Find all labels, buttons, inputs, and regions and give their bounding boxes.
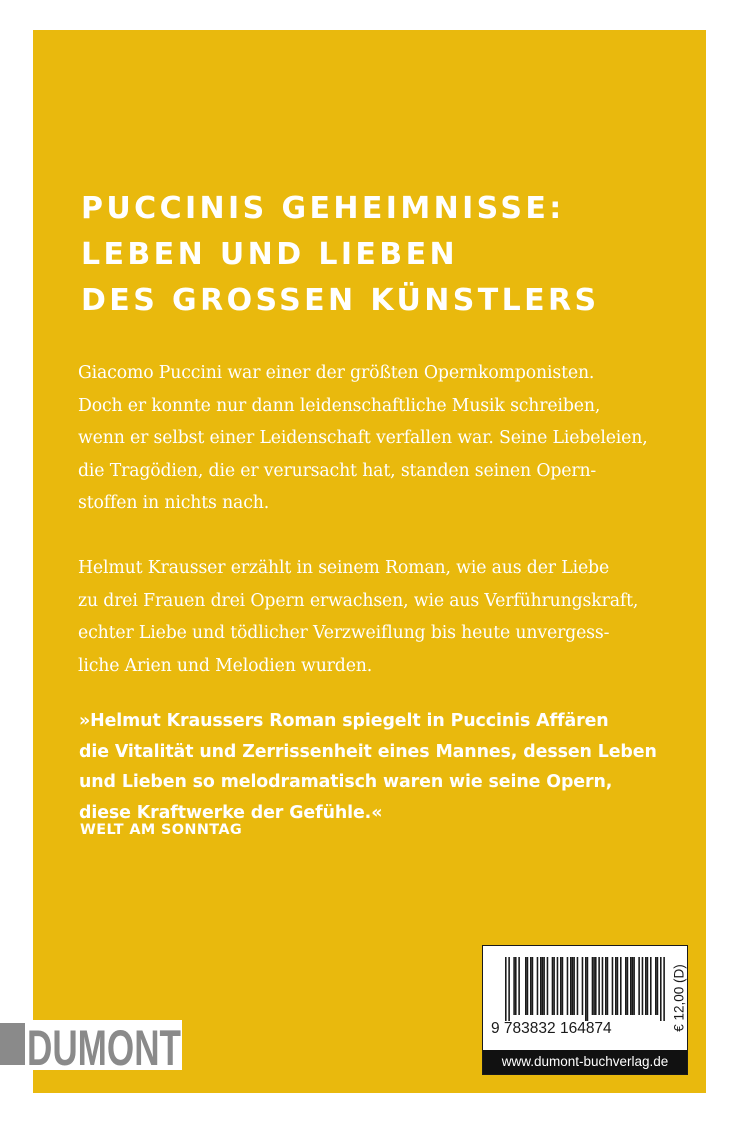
paragraph-line: stoffen in nichts nach. (78, 493, 270, 514)
barcode-bar (663, 957, 665, 1021)
barcode-bar (515, 957, 517, 1015)
paragraph-line: zu drei Frauen drei Opern erwachsen, wie aus Verführungskraft, (78, 590, 639, 611)
price-label (671, 954, 687, 1042)
barcode-bar (593, 957, 595, 1015)
barcode-bar (645, 957, 647, 1015)
barcode-bar (633, 957, 635, 1015)
logo-bar (0, 1023, 25, 1065)
barcode-bar (660, 957, 662, 1021)
price-text: € 12,00 (D) (671, 964, 687, 1032)
quote-line: diese Kraftwerke der Gefühle.« (79, 802, 383, 823)
barcode-bar (532, 957, 534, 1015)
paragraph-line: Giacomo Puccini war einer der größten Opernkomponisten. (78, 363, 595, 383)
paragraph-line: die Tragödien, die er verursacht hat, standen seinen Opern- (78, 460, 597, 481)
barcode-bar (632, 957, 634, 1015)
barcode-bar (655, 957, 657, 1015)
barcode-bar (598, 957, 600, 1015)
paragraph-line: wenn er selbst einer Leidenschaft verfallen war. Seine Liebeleien, (78, 428, 648, 449)
barcode-bar (543, 957, 545, 1015)
publisher-logo (0, 1020, 182, 1076)
barcode-bar (562, 957, 564, 1015)
quote-line: »Helmut Kraussers Roman spiegelt in Puccinis Affären (79, 711, 609, 731)
barcode-bar (605, 957, 607, 1015)
headline-line-3: DES GROSSEN KÜNSTLERS (81, 283, 600, 318)
barcode-bar (527, 957, 529, 1015)
logo-wordmark: DUMONT (27, 1020, 181, 1076)
barcode-bar (650, 957, 652, 1015)
barcode-bar (572, 957, 574, 1015)
barcode-bar (508, 957, 510, 1021)
description-paragraph-2 (78, 552, 638, 682)
barcode-bar (547, 957, 549, 1015)
barcode-bar (573, 957, 575, 1015)
barcode-bar (620, 957, 622, 1015)
barcode-bar (617, 957, 619, 1015)
publisher-url: www.dumont-buchverlag.de (483, 1050, 687, 1074)
barcode-bar (602, 957, 604, 1015)
quote-line: und Lieben so melodramatisch waren wie seine Opern, (79, 772, 613, 793)
barcode-bar (630, 957, 632, 1015)
barcode-bar (513, 957, 515, 1015)
barcode-bar (553, 957, 555, 1015)
barcode-bar (537, 957, 539, 1015)
barcode-bar (530, 957, 532, 1015)
barcode-bar (577, 957, 579, 1015)
headline (81, 186, 600, 324)
barcode-bar (638, 957, 640, 1015)
barcode-bar (587, 957, 589, 1021)
barcode-bar (505, 957, 507, 1021)
barcode-bar (612, 957, 614, 1015)
barcode-bar (615, 957, 617, 1015)
barcode-bar (582, 957, 584, 1015)
barcode-bar (560, 957, 562, 1015)
paragraph-line: Helmut Krausser erzählt in seinem Roman, wie aus der Liebe (78, 558, 610, 578)
paragraph-line: Doch er konnte nur dann leidenschaftliche Musik schreiben, (78, 395, 601, 416)
barcode-bar (592, 957, 594, 1015)
barcode-bar (540, 957, 542, 1015)
paragraph-line: echter Liebe und tödlicher Verzweiflung bis heute unvergess- (78, 623, 610, 644)
headline-line-2: LEBEN UND LIEBEN (81, 237, 458, 272)
review-quote (79, 706, 657, 828)
dumont-logo-icon (0, 1020, 182, 1076)
barcode-bar (627, 957, 629, 1015)
barcode-bar (570, 957, 572, 1015)
barcode-bar (552, 957, 554, 1015)
paragraph-line: liche Arien und Melodien wurden. (78, 655, 373, 676)
barcode-bar (625, 957, 627, 1015)
barcode-bar (525, 957, 527, 1015)
barcode-bar (518, 957, 520, 1015)
barcode-bar (642, 957, 644, 1015)
barcode-bar (657, 957, 659, 1015)
isbn-digits: 9 783832 164874 (491, 1020, 612, 1037)
barcode-bar (542, 957, 544, 1015)
barcode-bar (567, 957, 569, 1015)
barcode-bar (557, 957, 559, 1015)
barcode-bar (647, 957, 649, 1015)
barcode-bar (585, 957, 587, 1021)
barcode-icon (505, 957, 665, 1021)
description-paragraph-1 (78, 357, 648, 520)
barcode-bar (595, 957, 597, 1015)
headline-line-1: PUCCINIS GEHEIMNISSE: (81, 191, 565, 226)
barcode-bar (607, 957, 609, 1015)
barcode-box (482, 945, 688, 1075)
review-source: WELT AM SONNTAG (80, 822, 243, 838)
quote-line: die Vitalität und Zerrissenheit eines Mannes, dessen Leben (79, 741, 657, 762)
